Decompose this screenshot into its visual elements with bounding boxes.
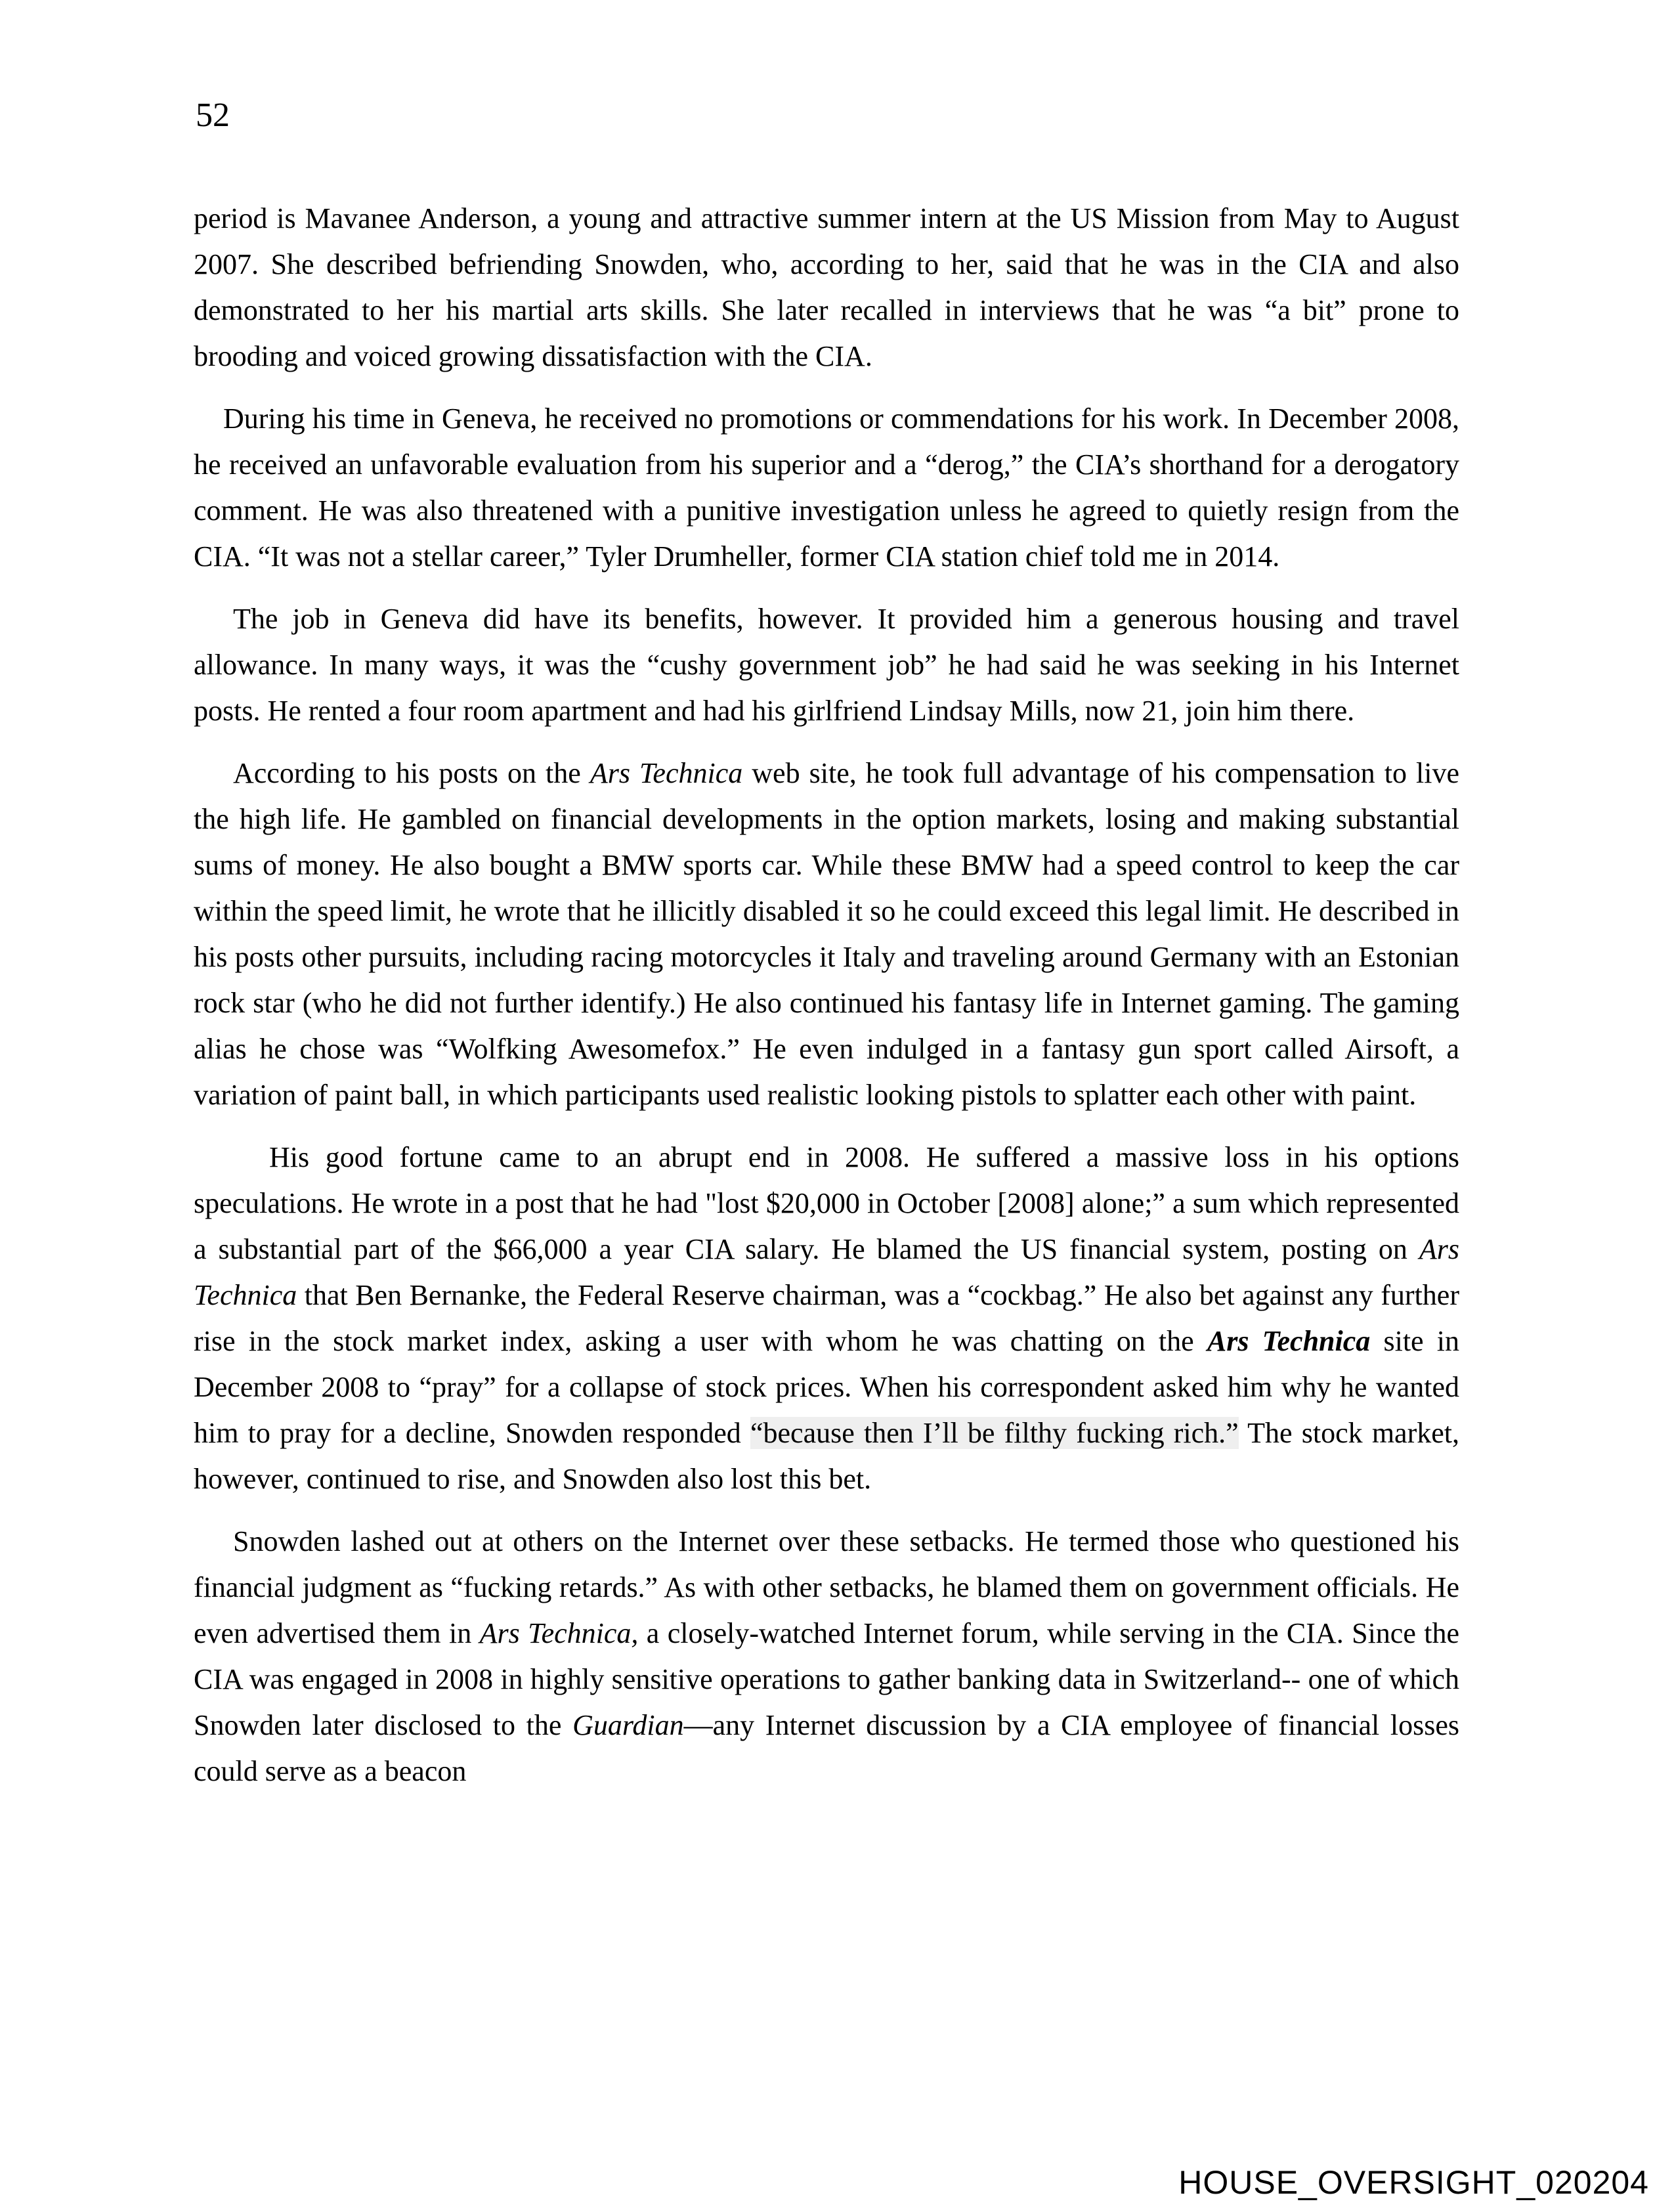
highlighted-phrase: “because then I’ll be filthy fucking rich.” [750, 1417, 1239, 1449]
text-run: period is Mavanee Anderson, a young and attractive summer intern at the US Mission from May to August 2007. She described befriending Snowden, who, according to her, said that he was in the CIA and also demonstrated to her his martial arts skills. She later recalled in interviews that he was “a bit” prone to brooding and voiced growing dissatisfaction with the CIA. [194, 202, 1459, 372]
text-run: The stock market, however, continued to rise, and Snowden also lost this bet. [194, 1417, 1459, 1495]
text-run: The job in Geneva did have its benefits, however. It provided him a generous housing and travel allowance. In many ways, it was the “cushy government job” he had said he was seeking in his Internet posts. He rented a four room apartment and had his girlfriend Lindsay Mills, now 21, join him there. [194, 603, 1459, 727]
italic-run: Ars Technica [590, 757, 743, 789]
text-run: According to his posts on the [233, 757, 590, 789]
text-run: web site, he took full advantage of his compensation to live the high life. He gambled on financial developments in the option markets, losing and making substantial sums of money. He also bought a BMW sports car. While these BMW had a speed control to keep the car within the speed limit, he wrote that he illicitly disabled it so he could exceed this legal limit. He described in his posts other pursuits, including racing motorcycles it Italy and traveling around Germany with an Estonian rock star (who he did not further identify.) He also continued his fantasy life in Internet gaming. The gaming alias he chose was “Wolfking Awesomefox.” He even indulged in a fantasy gun sport called Airsoft, a variation of paint ball, in which participants used realistic looking pistols to splatter each other with paint. [194, 757, 1459, 1111]
page-number: 52 [196, 97, 230, 134]
text-run: His good fortune came to an abrupt end in 2008. He suffered a massive loss in his options speculations. He wrote in a post that he had "lost $20,000 in October [2008] alone;” a sum which represented a substantial part of the $66,000 a year CIA salary. He blamed the US financial system, posting on [194, 1141, 1459, 1265]
paragraph [194, 396, 1459, 580]
paragraph [194, 1519, 1459, 1794]
text-run: —any Internet discussion by a CIA employee of financial losses could serve as a beacon [194, 1709, 1459, 1787]
italic-run: Guardian [572, 1709, 684, 1741]
document-body [194, 196, 1459, 1811]
paragraph [194, 1135, 1459, 1502]
paragraph [194, 750, 1459, 1118]
text-run: that Ben Bernanke, the Federal Reserve chairman, was a “cockbag.” He also bet against any further rise in the stock market index, asking a user with whom he was chatting on the [194, 1279, 1459, 1357]
text-run: Snowden lashed out at others on the Internet over these setbacks. He termed those who questioned his financial judgment as “fucking retards.” As with other setbacks, he blamed them on government officials. He even advertised them in [194, 1525, 1459, 1649]
paragraph [194, 196, 1459, 380]
text-run: a closely-watched Internet forum, while serving in the CIA. Since the CIA was engaged in 2008 in highly sensitive operations to gather banking data in Switzerland-- one of which Snowden later disclosed to the [194, 1617, 1459, 1741]
bold-italic-run: Ars Technica [1207, 1325, 1371, 1357]
footer-stamp: HOUSE_OVERSIGHT_020204 [1178, 2164, 1649, 2201]
italic-run: Ars Technica, [479, 1617, 639, 1649]
italic-run: Ars Technica [194, 1233, 1459, 1311]
text-run: site in December 2008 to “pray” for a collapse of stock prices. When his correspondent asked him why he wanted him to pray for a decline, Snowden responded [194, 1325, 1459, 1449]
paragraph [194, 596, 1459, 734]
text-run: During his time in Geneva, he received no promotions or commendations for his work. In December 2008, he received an unfavorable evaluation from his superior and a “derog,” the CIA’s shorthand for a derogatory comment. He was also threatened with a punitive investigation unless he agreed to quietly resign from the CIA. “It was not a stellar career,” Tyler Drumheller, former CIA station chief told me in 2014. [194, 402, 1459, 573]
